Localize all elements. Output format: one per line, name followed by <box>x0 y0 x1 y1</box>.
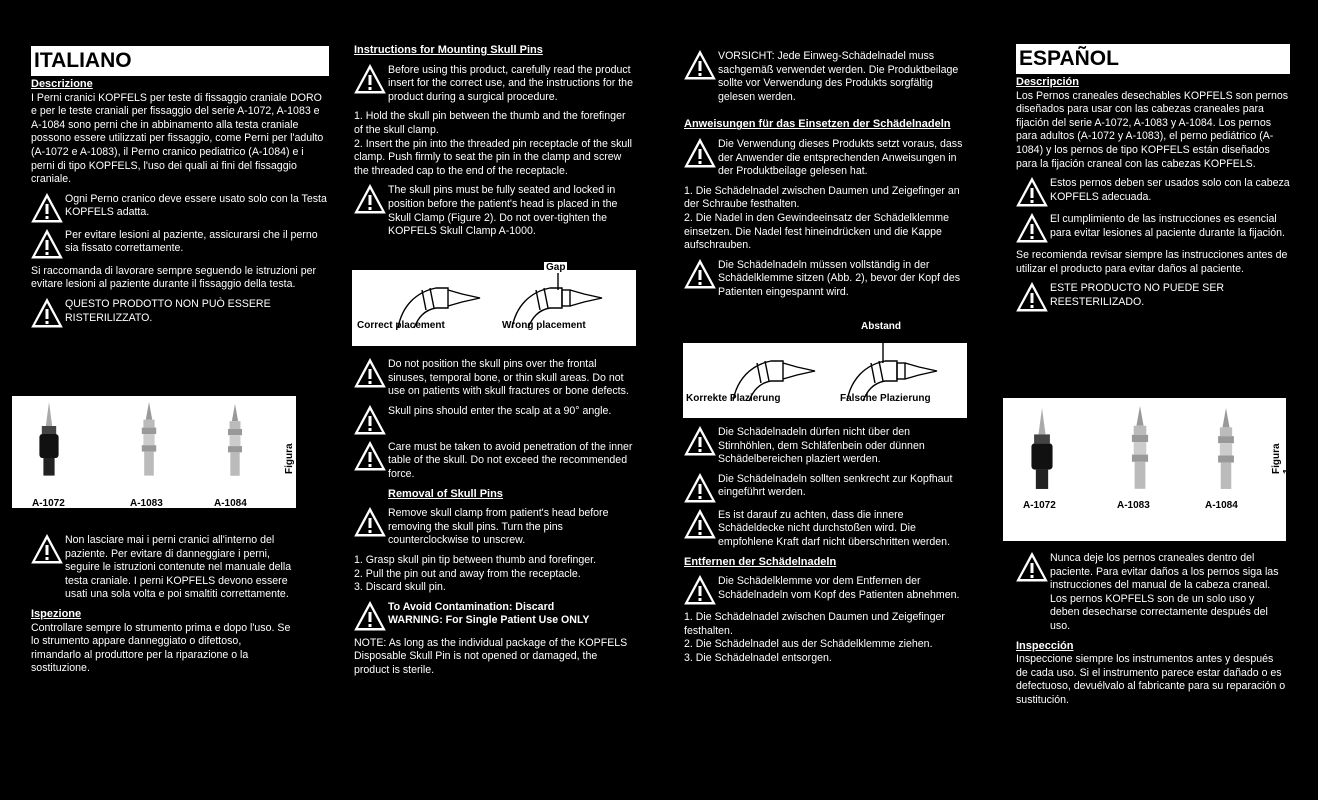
figure-skull-pins-espanol <box>1003 398 1293 541</box>
warning-icon <box>354 601 386 631</box>
column-espanol-lower <box>1016 546 1286 714</box>
mounting-steps: 1. Hold the skull pin between the thumb and the forefinger of the skull clamp. 2. Insert the pin into the threaded pin receptacle of the skull clamp. Push firmly to seat the pin in the clamp and screw the threaded cap to the end of the receptacle. <box>354 110 632 177</box>
column-italiano-lower <box>31 528 293 682</box>
caution-icon <box>684 50 716 80</box>
sterility-note: NOTE: As long as the individual package of the KOPFELS Disposable Skull Pin is not opened or damaged, the product is sterile. <box>354 636 628 676</box>
inspection-heading-es: Inspección <box>1016 639 1074 652</box>
mounting-steps-de: 1. Die Schädelnadel zwischen Daumen und Zeigefinger an der Schraube festhalten. 2. Die Nadel in den Gewindeeinsatz der Schädelklemme einsetzen. Die Nadel fest hineindrücken und die Kappe aufschrauben. <box>684 184 960 252</box>
paragraph-es: Se recomienda revisar siempre las instrucciones antes de utilizar el producto para evitar daños al paciente. <box>1016 249 1288 275</box>
removal-heading: Removal of Skull Pins <box>388 487 503 500</box>
caution-block <box>684 473 964 503</box>
warning-icon <box>1016 552 1048 582</box>
caution-icon <box>684 259 716 289</box>
warning-block <box>684 138 964 179</box>
pin-label: A-1072 <box>32 498 65 509</box>
caution-text: Die Schädelnadeln müssen vollständig in der Schädelklemme sitzen (Abb. 2), bevor der Kopf des Patienten eingespannt wird. <box>718 258 961 298</box>
description-text-es: Los Pernos craneales desechables KOPFELS son pernos diseñados para usar con las cabezas craneales para fijación del serie A-1072, A-1083 y A-1084. Los pernos para adultos (A-1072 y A-1083), el perno pediátrico (A-1084) y los pernos de tipo KOPFELS están diseñados para la fijación craneal con las cabezas KOPFELS. <box>1016 89 1289 170</box>
warning-text: Non lasciare mai i perni cranici all'interno del paziente. Per evitare di danneggiare i perni, seguire le istruzioni contenute nel manuale della testa craniale. I perni KOPFELS devono essere usati una sola volta e poi smaltiti correttamente. <box>65 534 292 601</box>
gap-label: Gap <box>546 262 566 273</box>
caution-text: Die Schädelklemme vor dem Entfernen der Schädelnadeln vom Kopf des Patienten abnehmen. <box>718 575 960 601</box>
figure-pin-placement-deutsch <box>683 321 967 418</box>
pin-label: A-1083 <box>1117 500 1150 511</box>
warning-icon <box>31 534 63 564</box>
caution-block <box>354 441 634 482</box>
warning-block <box>31 229 329 259</box>
figure-label: Figura 1 <box>1271 443 1293 474</box>
gap-label: Abstand <box>861 321 901 332</box>
warning-block <box>684 426 964 467</box>
mounting-heading-de: Anweisungen für das Einsetzen der Schädelnadeln <box>684 118 951 131</box>
removal-steps-de: 1. Die Schädelnadel zwischen Daumen und Zeigefinger festhalten. 2. Die Schädelnadel aus der Schädelklemme ziehen. 3. Die Schädelnadel entsorgen. <box>684 611 945 664</box>
caution-icon <box>684 509 716 539</box>
warning-text: Die Verwendung dieses Produkts setzt voraus, dass der Anwender die entsprechenden Anweisungen in der Produktbeilage gelesen hat. <box>718 137 963 178</box>
caution-icon <box>684 575 716 605</box>
warning-text: Per evitare lesioni al paziente, assicurarsi che il perno sia fissato correttamente. <box>65 228 318 255</box>
pin-label: A-1084 <box>214 498 247 509</box>
warning-icon <box>1016 177 1048 207</box>
caution-icon <box>354 441 386 471</box>
paragraph: Si raccomanda di lavorare sempre seguendo le istruzioni per evitare lesioni al paziente durante il fissaggio della testa. <box>31 264 317 291</box>
warning-icon <box>684 426 716 456</box>
warning-text: QUESTO PRODOTTO NON PUÒ ESSERE RISTERILIZZATO. <box>65 297 271 324</box>
pin-label: A-1072 <box>1023 500 1056 511</box>
correct-placement-caption: Korrekte Plazierung <box>686 393 781 404</box>
warning-icon <box>31 229 63 259</box>
warning-block <box>1016 552 1286 634</box>
description-heading: Descrizione <box>31 78 93 90</box>
inspection-text-es: Inspeccione siempre los instrumentos antes y después de cada uso. Si el instrumento parece estar dañado o es defectuoso, devuélvalo al fabricante para su reparación o sustitución. <box>1016 653 1286 706</box>
inspection-text: Controllare sempre lo strumento prima e dopo l'uso. Se lo strumento appare danneggiato o difettoso, rimandarlo al produttore per la riparazione o la sostituzione. <box>31 621 291 675</box>
section-title-espanol: ESPAÑOL <box>1016 44 1290 74</box>
caution-text: VORSICHT: Jede Einweg-Schädelnadel muss sachgemäß verwendet werden. Die Produktbeilage sollte vor Verwendung des Produkts sorgfältig gelesen werden. <box>718 50 959 103</box>
description-text: I Perni cranici KOPFELS per teste di fissaggio craniale DORO e per le teste craniali per fissaggio del serie A-1072, A-1083 e A-1084 sono perni che in abbinamento alla testa craniale possono essere utilizzati per fissaggio, come Perni per l'adulto (A-1072 e A-1083), il Perno cranico pediatrico (A-1084) e i perni di tipo KOPFELS, l'uso dei quali ai fini del fissaggio craniale. <box>31 91 324 186</box>
warning-block <box>1016 213 1290 243</box>
pin-label: A-1083 <box>130 498 163 509</box>
caution-block <box>684 50 964 104</box>
warning-text: Ogni Perno cranico deve essere usato solo con la Testa KOPFELS adatta. <box>65 192 327 219</box>
warning-icon <box>684 138 716 168</box>
caution-block <box>354 507 634 548</box>
figure-label: Figura 1 <box>284 443 306 474</box>
removal-steps: 1. Grasp skull pin tip between thumb and forefinger. 2. Pull the pin out and away from the receptacle. 3. Discard skull pin. <box>354 553 597 594</box>
caution-block <box>354 405 634 435</box>
warning-text: El cumplimiento de las instrucciones es esencial para evitar lesiones al paciente durante la fijación. <box>1050 213 1285 239</box>
warning-icon <box>1016 282 1048 312</box>
caution-icon <box>354 184 386 214</box>
warning-icon <box>1016 213 1048 243</box>
warning-block <box>31 193 329 223</box>
column-italiano <box>31 46 329 334</box>
warning-block <box>1016 282 1290 312</box>
caution-block <box>354 184 634 238</box>
caution-icon <box>684 473 716 503</box>
column-espanol <box>1016 44 1290 318</box>
caution-icon <box>354 507 386 537</box>
warning-block <box>31 534 293 602</box>
warning-block <box>354 358 634 399</box>
section-title-italiano: ITALIANO <box>31 46 329 76</box>
wrong-placement-caption: Wrong placement <box>502 320 586 331</box>
caution-text: Es ist darauf zu achten, dass die innere Schädeldecke nicht durchstoßen wird. Die empfohlene Kraft darf nicht überschritten werden. <box>718 508 951 548</box>
description-heading-es: Descripción <box>1016 76 1079 88</box>
caution-block <box>684 259 964 300</box>
caution-text: The skull pins must be fully seated and locked in position before the patient's head is placed in the Skull Clamp (Figure 2). Do not over-tighten the KOPFELS Skull Clamp A-1000. <box>388 184 618 238</box>
wrong-placement-caption: Falsche Plazierung <box>840 393 931 404</box>
warning-text: Before using this product, carefully read the product insert for the correct use, and the instructions for the product during a surgical procedure. <box>388 63 633 103</box>
column-deutsch <box>684 44 964 306</box>
correct-placement-caption: Correct placement <box>357 320 445 331</box>
warning-icon <box>354 64 386 94</box>
warning-icon <box>354 358 386 388</box>
single-use-text: To Avoid Contamination: Discard WARNING: For Single Patient Use ONLY <box>388 600 590 627</box>
warning-text: Die Schädelnadeln dürfen nicht über den Stirnhöhlen, dem Schläfenbein oder dünnen Schädelbereichen plaziert werden. <box>718 426 925 466</box>
figure-skull-pins-italiano <box>12 396 306 509</box>
removal-heading-de: Entfernen der Schädelnadeln <box>684 555 837 568</box>
warning-block <box>31 298 329 328</box>
column-english <box>354 44 634 245</box>
inspection-heading: Ispezione <box>31 607 82 620</box>
caution-text: Skull pins should enter the scalp at a 90° angle. <box>388 404 612 417</box>
caution-block <box>684 575 964 605</box>
warning-block <box>354 64 634 105</box>
warning-text: Nunca deje los pernos craneales dentro del paciente. Para evitar daños a los pernos siga las instrucciones del manual de la cabeza craneal. Los pernos KOPFELS son de un solo uso y deben desecharse correctamente después del uso. <box>1050 552 1279 632</box>
warning-text: ESTE PRODUCTO NO PUEDE SER REESTERILIZADO. <box>1050 282 1225 308</box>
warning-text: Do not position the skull pins over the frontal sinuses, temporal bone, or thin skull areas. Do not use on patients with skull fractures or bone defects. <box>388 358 629 398</box>
figure-pin-placement-english <box>352 262 636 346</box>
caution-text: Remove skull clamp from patient's head before removing the skull pins. Turn the pins counterclockwise to unscrew. <box>388 507 609 547</box>
warning-icon <box>31 193 63 223</box>
caution-text: Care must be taken to avoid penetration of the inner table of the skull. Do not exceed the recommended force. <box>388 440 633 480</box>
column-deutsch-lower <box>684 420 964 672</box>
caution-text: Die Schädelnadeln sollten senkrecht zur Kopfhaut eingeführt werden. <box>718 472 953 499</box>
caution-block <box>684 509 964 550</box>
pin-label: A-1084 <box>1205 500 1238 511</box>
warning-text: Estos pernos deben ser usados solo con la cabeza KOPFELS adecuada. <box>1050 177 1290 203</box>
warning-icon <box>31 298 63 328</box>
single-use-block <box>354 601 634 631</box>
warning-block <box>1016 177 1290 207</box>
mounting-heading: Instructions for Mounting Skull Pins <box>354 44 543 56</box>
caution-icon <box>354 405 386 435</box>
column-english-lower <box>354 352 634 684</box>
